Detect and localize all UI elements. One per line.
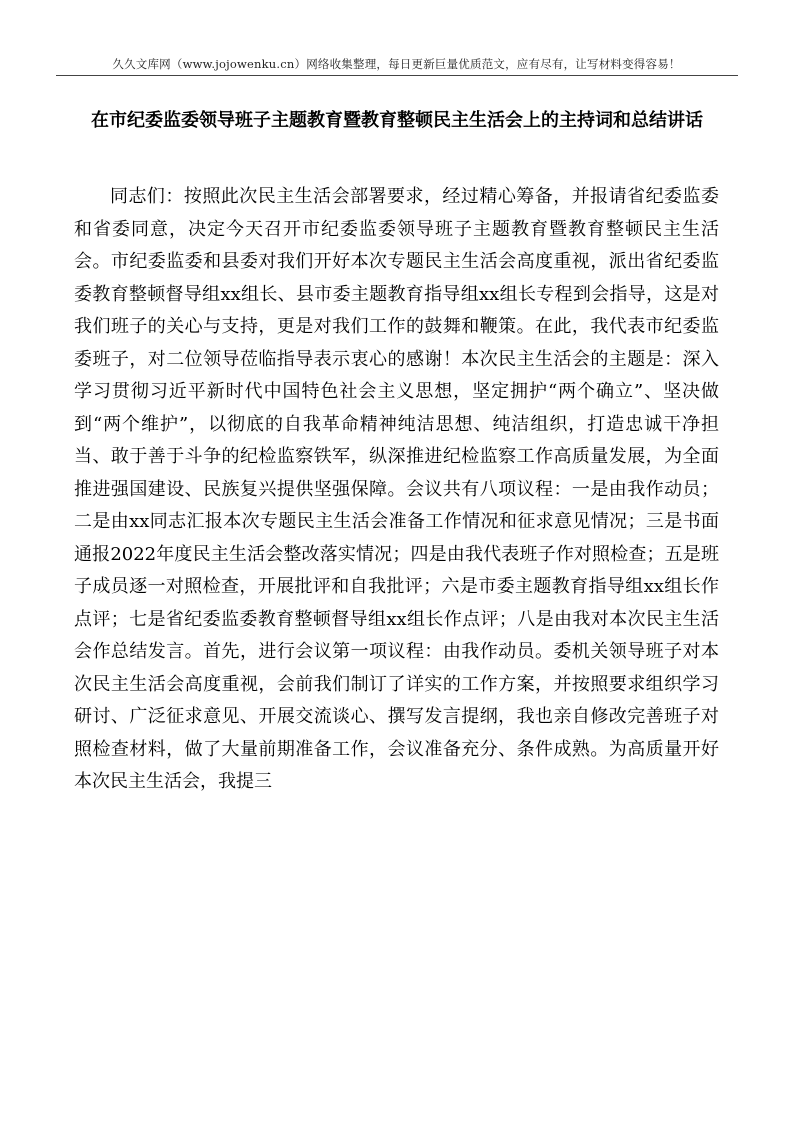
document-body: 同志们：按照此次民主生活会部署要求，经过精心筹备，并报请省纪委监委和省委同意，决定今天召开市纪委监委领导班子主题教育暨教育整顿民主生活会。市纪委监委和县委对我们开好本次专题民主生活会高度重视，派出省纪委监委教育整顿督导组xx组长、县市委主题教育指导组xx组长专程到会指导，这是对我们班子的关心与支持，更是对我们工作的鼓舞和鞭策。在此，我代表市纪委监委班子，对二位领导莅临指导表示衷心的感谢！本次民主生活会的主题是：深入学习贯彻习近平新时代中国特色社会主义思想，坚定拥护“两个确立”、坚决做到“两个维护”，以彻底的自我革命精神纯洁思想、纯洁组织，打造忠诚干净担当、敢于善于斗争的纪检监察铁军，纵深推进纪检监察工作高质量发展，为全面推进强国建设、民族复兴提供坚强保障。会议共有八项议程：一是由我作动员；二是由xx同志汇报本次专题民主生活会准备工作情况和征求意见情况；三是书面通报2022年度民主生活会整改落实情况；四是由我代表班子作对照检查；五是班子成员逐一对照检查，开展批评和自我批评；六是市委主题教育指导组xx组长作点评；七是省纪委监委教育整顿督导组xx组长作点评；八是由我对本次民主生活会作总结发言。首先，进行会议第一项议程：由我作动员。委机关领导班子对本次民主生活会高度重视，会前我们制订了详实的工作方案，并按照要求组织学习研讨、广泛征求意见、开展交流谈心、撰写发言提纲，我也亲自修改完善班子对照检查材料，做了大量前期准备工作，会议准备充分、条件成熟。为高质量开好本次民主生活会，我提三 (74, 186, 719, 792)
page-header: 久久文库网（www.jojowenku.cn）网络收集整理，每日更新巨量优质范文，应有尽有，让写材料变得容易！ (112, 57, 681, 71)
document-title: 在市纪委监委领导班子主题教育暨教育整顿民主生活会上的主持词和总结讲话 (91, 110, 703, 131)
header-divider (56, 75, 738, 76)
